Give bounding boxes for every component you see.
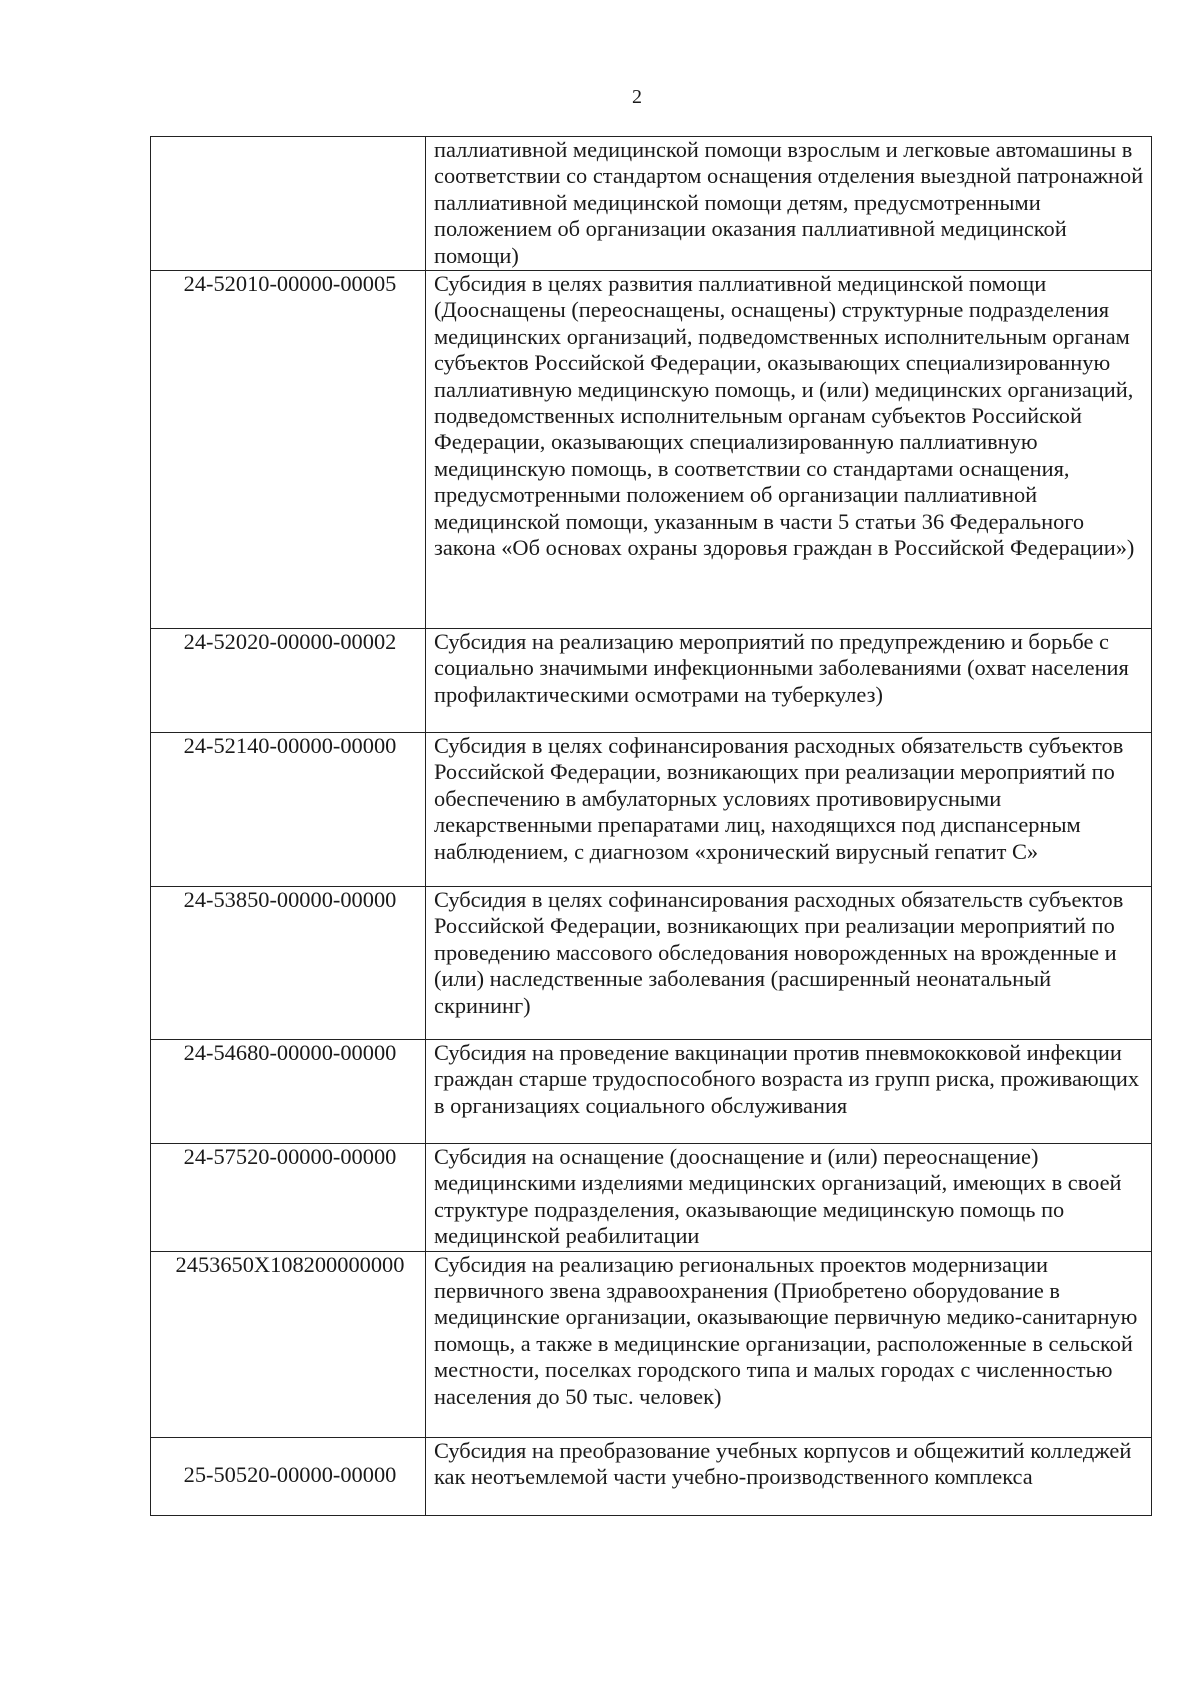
subsidy-table <box>150 136 1152 1516</box>
subsidy-description: паллиативной медицинской помощи взрослым и легковые автомашины в соответствии со стандартом оснащения отделения выездной патронажной паллиативной медицинской помощи детям, предусмотренными положением об организации оказания паллиативной медицинской помощи) <box>426 137 1152 271</box>
subsidy-code: 24-52020-00000-00002 <box>151 629 426 733</box>
table-row <box>151 733 1152 887</box>
subsidy-description: Субсидия в целях софинансирования расходных обязательств субъектов Российской Федерации, возникающих при реализации мероприятий по обеспечению в амбулаторных условиях противовирусными лекарственными препаратами лиц, находящихся под диспансерным наблюдением, с диагнозом «хронический вирусный гепатит С» <box>426 733 1152 887</box>
subsidy-code: 24-53850-00000-00000 <box>151 887 426 1040</box>
table-row <box>151 137 1152 271</box>
subsidy-description: Субсидия на реализацию региональных проектов модернизации первичного звена здравоохранения (Приобретено оборудование в медицинские организации, оказывающие первичную медико-санитарную помощь, а также в медицинские организации, расположенные в сельской местности, поселках городского типа и малых городах с численностью населения до 50 тыс. человек) <box>426 1251 1152 1437</box>
subsidy-description: Субсидия на проведение вакцинации против пневмококковой инфекции граждан старше трудоспособного возраста из групп риска, проживающих в организациях социального обслуживания <box>426 1040 1152 1144</box>
table-row <box>151 887 1152 1040</box>
subsidy-code <box>151 137 426 271</box>
table-row <box>151 271 1152 629</box>
page-number: 2 <box>632 86 642 108</box>
subsidy-description: Субсидия на преобразование учебных корпусов и общежитий колледжей как неотъемлемой части учебно-производственного комплекса <box>426 1437 1152 1515</box>
subsidy-description: Субсидия в целях софинансирования расходных обязательств субъектов Российской Федерации, возникающих при реализации мероприятий по проведению массового обследования новорожденных на врожденные и (или) наследственные заболевания (расширенный неонатальный скрининг) <box>426 887 1152 1040</box>
subsidy-code: 24-54680-00000-00000 <box>151 1040 426 1144</box>
subsidy-code: 24-52010-00000-00005 <box>151 271 426 629</box>
subsidy-description: Субсидия на оснащение (дооснащение и (или) переоснащение) медицинскими изделиями медицинских организаций, имеющих в своей структуре подразделения, оказывающие медицинскую помощь по медицинской реабилитации <box>426 1144 1152 1252</box>
subsidy-description: Субсидия в целях развития паллиативной медицинской помощи (Дооснащены (переоснащены, оснащены) структурные подразделения медицинских организаций, подведомственных исполнительным органам субъектов Российской Федерации, оказывающих специализированную паллиативную медицинскую помощь, и (или) медицинских организаций, подведомственных исполнительным органам субъектов Российской Федерации, оказывающих специализированную паллиативную медицинскую помощь, в соответствии со стандартами оснащения, предусмотренными положением об организации паллиативной медицинской помощи, указанным в части 5 статьи 36 Федерального закона «Об основах охраны здоровья граждан в Российской Федерации») <box>426 271 1152 629</box>
subsidy-code: 24-52140-00000-00000 <box>151 733 426 887</box>
subsidy-description: Субсидия на реализацию мероприятий по предупреждению и борьбе с социально значимыми инфекционными заболеваниями (охват населения профилактическими осмотрами на туберкулез) <box>426 629 1152 733</box>
subsidy-code: 2453650Х108200000000 <box>151 1251 426 1437</box>
table-row <box>151 1144 1152 1252</box>
table-row <box>151 1437 1152 1515</box>
subsidy-code: 25-50520-00000-00000 <box>151 1437 426 1515</box>
table-row <box>151 1251 1152 1437</box>
table-row <box>151 1040 1152 1144</box>
table-row <box>151 629 1152 733</box>
subsidy-code: 24-57520-00000-00000 <box>151 1144 426 1252</box>
